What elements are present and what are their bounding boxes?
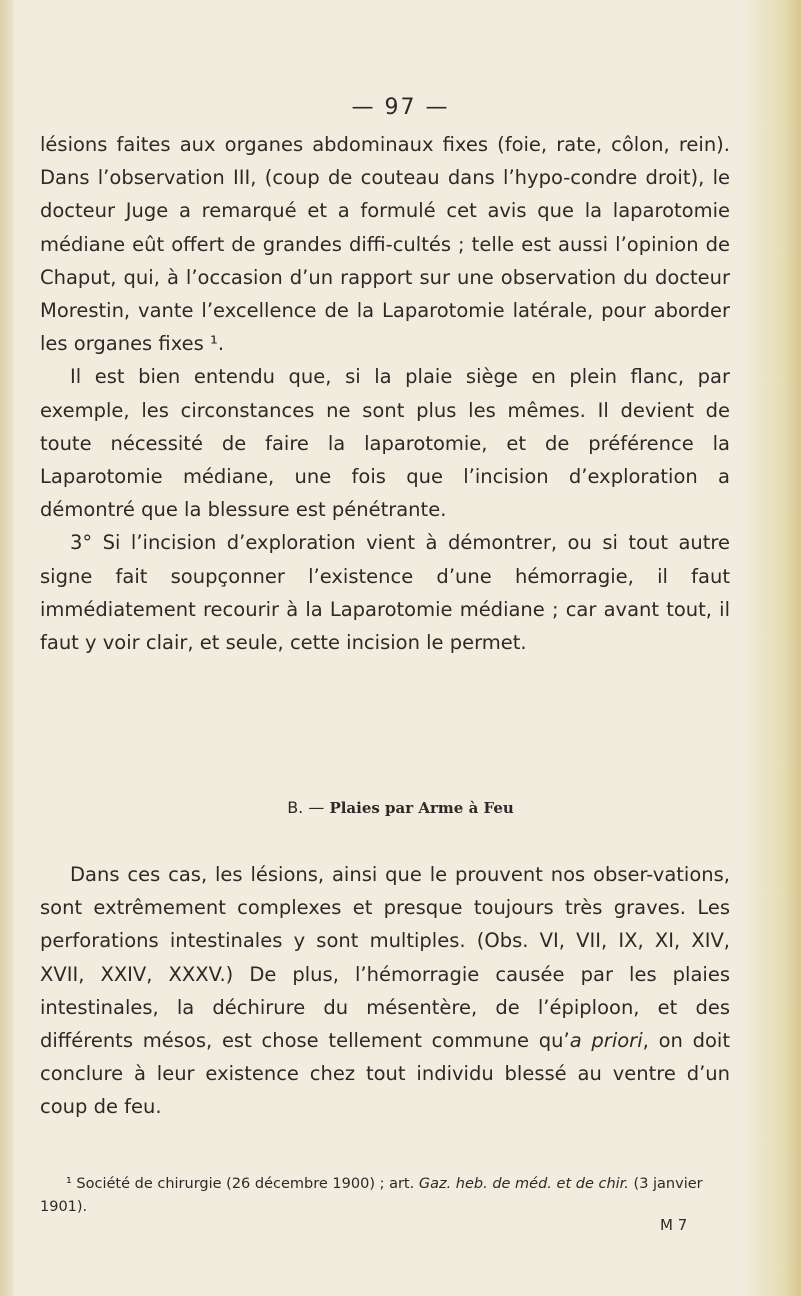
footnote-italic: Gaz. heb. de méd. et de chir.: [418, 1176, 629, 1192]
footnote: [40, 1173, 730, 1219]
paragraph-1: lésions faites aux organes abdominaux fixes (foie, rate, côlon, rein). Dans l’observation III, (coup de couteau dans l’hypo-condre droit), le docteur Juge a remarqué et a formulé cet avis que la laparotomie médiane eût offert de grandes diffi-cultés ; telle est aussi l’opinion de Chaput, qui, à l’occasion d’un rapport sur une observation du docteur Morestin, vante l’excellence de la Laparotomie latérale, pour aborder les organes fixes ¹.: [40, 133, 730, 356]
page-number: — 97 —: [351, 95, 450, 120]
page-edge-left: [0, 0, 14, 1296]
paragraph-4-end: , on doit conclure à leur existence chez tout individu blessé au ventre d’un coup de feu.: [40, 1029, 730, 1119]
main-text: [40, 128, 730, 659]
paragraph-2: Il est bien entendu que, si la plaie siège en plein flanc, par exemple, les circonstances ne sont plus les mêmes. Il devient de toute nécessité de faire la laparotomie, et de préférence la Laparotomie médiane, une fois que l’incision d’exploration a démontré que la blessure est pénétrante.: [40, 365, 730, 522]
paragraph-3: 3° Si l’incision d’exploration vient à démontrer, ou si tout autre signe fait soupçonner l’existence d’une hémorragie, il faut immédiatement recourir à la Laparotomie médiane ; car avant tout, il faut y voir clair, et seule, cette incision le permet.: [40, 531, 730, 655]
section-heading-prefix: B. —: [287, 798, 325, 817]
paragraph-4: [40, 858, 730, 1124]
page-edge-right: [741, 0, 801, 1296]
signature-mark: M 7: [660, 1216, 688, 1234]
section-heading: [0, 798, 801, 817]
section-text: [40, 858, 730, 1124]
footnote-start: ¹ Société de chirurgie (26 décembre 1900) ; art.: [66, 1176, 419, 1192]
section-heading-title: Plaies par Arme à Feu: [329, 799, 514, 817]
paragraph-4-italic: a priori: [569, 1029, 643, 1053]
paragraph-4-start: Dans ces cas, les lésions, ainsi que le prouvent nos obser-vations, sont extrêmement complexes et presque toujours très graves. Les perforations intestinales y sont multiples. (Obs. VI, VII, IX, XI, XIV, XVII, XXIV, XXXV.) De plus, l’hémorragie causée par les plaies intestinales, la déchirure du mésentère, de l’épiploon, et des différents mésos, est chose tellement commune qu’: [40, 863, 730, 1053]
footnote-end: (3 janvier 1901).: [40, 1176, 703, 1215]
